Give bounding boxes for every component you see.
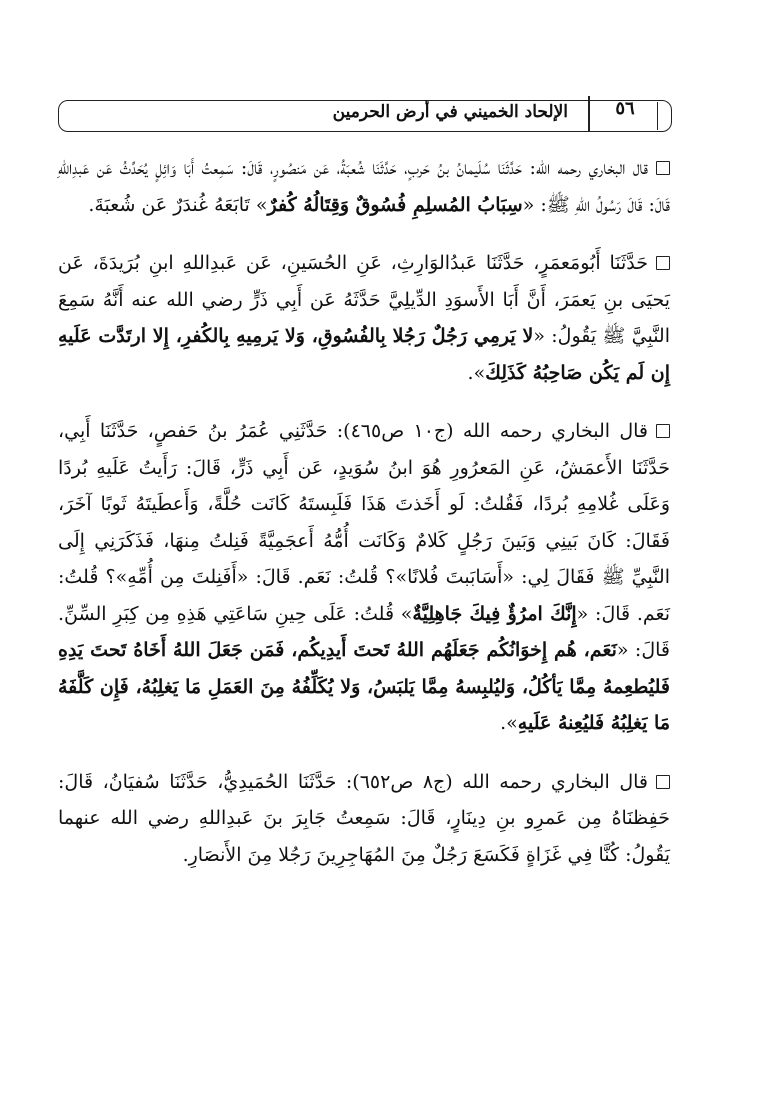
paragraph-text: ». [467, 361, 486, 384]
paragraph-text: حَدَّثَنَا أَبُومَعمَرٍ، حَدَّثَنَا عَبدُالوَارِثِ، عَنِ الحُسَينِ، عَن عَبدِاللهِ ابنِ بُرَيدَةَ، عَن يَحيَى بنِ يَعمَرَ، أَنَّ أَبَا الأَسوَدِ الدِّيلِيَّ حَدَّثَهُ عَن أَبِي ذَرٍّ رضي الله عنه أَنَّهُ سَمِعَ النَّبِيَّ ﷺ يَقُولُ: « [58, 252, 670, 347]
square-bullet-icon [656, 161, 670, 175]
hadith-paragraph-4 [58, 764, 670, 874]
page-header [58, 96, 670, 136]
paragraph-text: قال البخاري رحمه الله (ج١٠ ص٤٦٥): حَدَّثَنِي عُمَرُ بنُ حَفصٍ، حَدَّثَنَا أَبِي، حَدَّثَنَا الأَعمَشُ، عَنِ المَعرُورِ هُوَ ابنُ سُوَيدٍ، عَن أَبِي ذَرٍّ، قَالَ: رَأَيتُ عَلَيهِ بُردًا وَعَلَى غُلامِهِ بُردًا، فَقُلتُ: لَو أَخَذتَ هَذَا فَلَبِستَهُ كَانَت حُلَّةً، وَأَعطَيتَهُ ثَوبًا آخَرَ، فَقَالَ: كَانَ بَينِي وَبَينَ رَجُلٍ كَلامٌ وَكَانَت أُمُّهُ أَعجَمِيَّةً فَنِلتُ مِنهَا، فَذَكَرَنِي إِلَى النَّبِيِّ ﷺ فَقَالَ لِي: «أَسَابَبتَ فُلانًا»؟ قُلتُ: نَعَم. قَالَ: «أَفَنِلتَ مِن أُمِّهِ»؟ قُلتُ: نَعَم. قَالَ: « [58, 420, 671, 625]
square-bullet-icon [656, 256, 670, 270]
hadith-paragraph-3 [58, 413, 670, 742]
page-number: ٥٦ [615, 98, 635, 119]
book-title: الإلحاد الخميني في أرض الحرمين [332, 102, 568, 122]
paragraph-text: ». [500, 712, 518, 734]
paragraph-text: » قُلتُ: عَلَى حِينِ سَاعَتِي هَذِهِ مِن كِبَرِ السِّنِّ. قَالَ: « [58, 602, 671, 661]
hadith-quote: إِنَّكَ امرُؤٌ فِيكَ جَاهِلِيَّةٌ [412, 602, 577, 625]
hadith-quote: سِبَابُ المُسلِمِ فُسُوقٌ وَقِتَالُهُ كُفرٌ [267, 193, 523, 216]
page-body [58, 150, 670, 895]
paragraph-text: قال البخاري رحمه الله (ج٨ ص٦٥٢): حَدَّثَنَا الحُمَيدِيُّ، حَدَّثَنَا سُفيَانُ، قَالَ: حَفِظنَاهُ مِن عَمرِو بنِ دِينَارٍ، قَالَ: سَمِعتُ جَابِرَ بنَ عَبدِاللهِ رضي الله عنهما يَقُولُ: كُنَّا فِي غَزَاةٍ فَكَسَعَ رَجُلٌ مِنَ المُهَاجِرِينَ رَجُلا مِنَ الأَنصَارِ. [58, 770, 670, 866]
page-number-box [582, 92, 662, 136]
paragraph-text: » تَابَعَهُ غُندَرٌ عَن شُعبَةَ. [88, 193, 268, 216]
square-bullet-icon [656, 424, 670, 438]
paragraph-text: قال البخاري رحمه الله: حَدَّثَنَا سُلَيمانُ بنُ حَربٍ، حَدَّثَنَا شُعبَةُ، عَن مَنصُورٍ، قَالَ: سَمِعتُ أَبَا وَائِلٍ يُحَدِّثُ عَن عَبدِاللهِ قَالَ: قَالَ رَسُولُ اللهِ ﷺ: « [58, 157, 670, 216]
page-number-divider [588, 96, 590, 132]
hadith-quote: لا يَرمِي رَجُلٌ رَجُلا بِالفُسُوقِ، وَلا يَرمِيهِ بِالكُفرِ، إِلا ارتَدَّت عَلَيهِ إِن لَم يَكُن صَاحِبُهُ كَذَلِكَ [58, 325, 670, 384]
square-bullet-icon [656, 775, 670, 789]
hadith-paragraph-2 [58, 245, 670, 391]
hadith-quote: نَعَم، هُم إِخوَانُكُم جَعَلَهُم اللهُ تَحتَ أَيدِيكُم، فَمَن جَعَلَ اللهُ أَخَاهُ تَحتَ يَدِهِ فَليُطعِمهُ مِمَّا يَأكُلُ، وَليُلبِسهُ مِمَّا يَلبَسُ، وَلا يُكَلِّفُهُ مِنَ العَمَلِ مَا يَغلِبُهُ، فَإِن كَلَّفَهُ مَا يَغلِبُهُ فَليُعِنهُ عَلَيهِ [58, 639, 670, 734]
page-number-edge [657, 102, 659, 130]
hadith-paragraph-1 [58, 150, 670, 223]
